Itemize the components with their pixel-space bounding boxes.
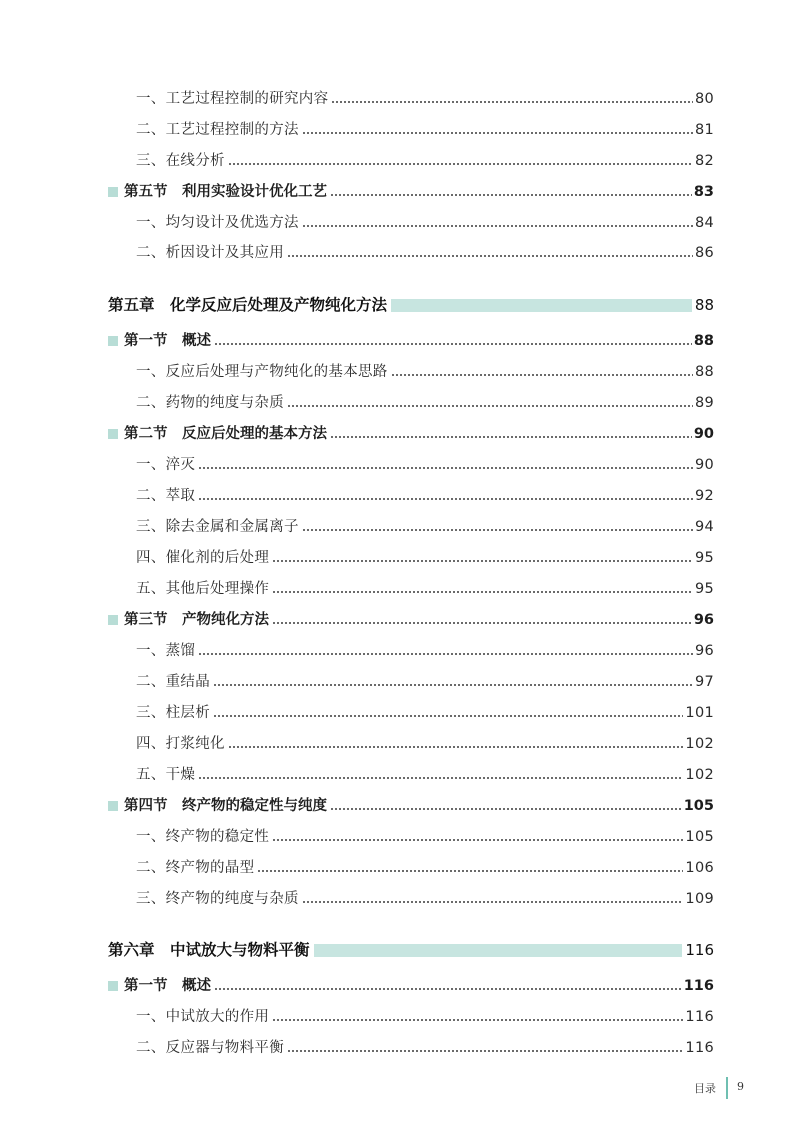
toc-item-label: 四、催化剂的后处理 [136,550,270,566]
toc-section[interactable] [108,180,714,204]
toc-item[interactable] [136,241,714,265]
leader-dots [302,225,693,227]
toc-item[interactable] [136,546,714,570]
toc-page-number: 90 [693,426,714,442]
toc-page-number: 88 [694,296,714,314]
toc-item[interactable] [136,1005,714,1029]
chapter-bar [391,299,692,312]
section-marker-icon [108,336,118,346]
toc-page-number: 92 [694,488,714,504]
toc-page-number: 101 [685,705,714,721]
toc-page-number: 102 [685,767,714,783]
leader-dots [228,746,684,748]
leader-dots [214,343,692,345]
chapter-bar [314,944,683,957]
leader-dots [213,684,693,686]
section-marker-icon [108,187,118,197]
section-marker-icon [108,981,118,991]
leader-dots [330,194,692,196]
toc-page-number: 88 [694,364,714,380]
toc-item-label: 二、萃取 [136,488,196,504]
toc-item[interactable] [136,825,714,849]
toc-section-label: 第四节 终产物的稳定性与纯度 [124,798,327,814]
section-marker-icon [108,801,118,811]
toc-item-label: 四、打浆纯化 [136,736,225,752]
toc-section-label: 第五节 利用实验设计优化工艺 [124,184,327,200]
toc-item-label: 二、析因设计及其应用 [136,245,284,261]
toc-item[interactable] [136,887,714,911]
toc-page-number: 84 [694,215,714,231]
toc-page-number: 97 [694,674,714,690]
toc-section-label: 第三节 产物纯化方法 [124,612,269,628]
toc-page-number: 116 [685,941,714,959]
leader-dots [391,374,693,376]
leader-dots [287,255,693,257]
toc-item-label: 一、中试放大的作用 [136,1009,270,1025]
toc-item-label: 一、均匀设计及优选方法 [136,215,299,231]
toc-item[interactable] [136,732,714,756]
leader-dots [272,591,693,593]
toc-page-number: 106 [685,860,714,876]
toc-item-label: 五、干燥 [136,767,196,783]
toc-section-label: 第一节 概述 [124,333,211,349]
toc-item-label: 三、除去金属和金属离子 [136,519,299,535]
leader-dots [272,622,692,624]
toc-section[interactable] [108,329,714,353]
toc-item[interactable] [136,118,714,142]
toc-page-number: 89 [694,395,714,411]
toc-item-label: 一、终产物的稳定性 [136,829,270,845]
leader-dots [272,1019,683,1021]
leader-dots [330,808,682,810]
toc-page-number: 90 [694,457,714,473]
toc-page-number: 88 [693,333,714,349]
leader-dots [198,777,683,779]
toc-item-label: 二、药物的纯度与杂质 [136,395,284,411]
toc-item-label: 三、在线分析 [136,153,225,169]
leader-dots [198,498,693,500]
leader-dots [272,560,693,562]
toc-item[interactable] [136,360,714,384]
toc-item[interactable] [136,577,714,601]
toc-item-label: 一、反应后处理与产物纯化的基本思路 [136,364,388,380]
leader-dots [331,101,693,103]
toc-page-number: 86 [694,245,714,261]
toc-section[interactable] [108,608,714,632]
toc-page-number: 95 [694,550,714,566]
toc-item-label: 五、其他后处理操作 [136,581,270,597]
leader-dots [228,163,693,165]
toc-page-number: 80 [694,91,714,107]
leader-dots [257,870,683,872]
leader-dots [302,901,684,903]
footer-page-number: 9 [737,1080,744,1093]
leader-dots [213,715,683,717]
toc-item[interactable] [136,211,714,235]
toc-item[interactable] [136,149,714,173]
toc-section[interactable] [108,422,714,446]
leader-dots [198,467,693,469]
toc-item[interactable] [136,87,714,111]
toc-section-label: 第二节 反应后处理的基本方法 [124,426,327,442]
toc-item[interactable] [136,391,714,415]
toc-page-number: 82 [694,153,714,169]
toc-page-number: 94 [694,519,714,535]
toc-page-number: 105 [683,798,714,814]
toc-page-number: 116 [685,1009,714,1025]
toc-chapter[interactable] [108,292,714,318]
toc-chapter-label: 第五章 化学反应后处理及产物纯化方法 [108,296,388,314]
toc-item[interactable] [136,515,714,539]
toc-page-number: 83 [693,184,714,200]
footer-label: 目录 [694,1082,716,1095]
toc-page-number: 81 [694,122,714,138]
toc-page-number: 105 [685,829,714,845]
section-marker-icon [108,429,118,439]
toc-section[interactable] [108,794,714,818]
toc-item-label: 一、工艺过程控制的研究内容 [136,91,329,107]
toc-item[interactable] [136,701,714,725]
leader-dots [198,653,693,655]
toc-item[interactable] [136,639,714,663]
toc-item[interactable] [136,763,714,787]
toc-page-number: 96 [693,612,714,628]
toc-item-label: 二、终产物的晶型 [136,860,255,876]
toc-item-label: 一、蒸馏 [136,643,196,659]
toc-item-label: 二、反应器与物料平衡 [136,1040,284,1056]
leader-dots [287,405,693,407]
toc-item-label: 二、工艺过程控制的方法 [136,122,299,138]
toc-item-label: 一、淬灭 [136,457,196,473]
toc-page-number: 102 [685,736,714,752]
toc-item[interactable] [136,670,714,694]
toc-item[interactable] [136,453,714,477]
toc-page-number: 109 [685,891,714,907]
leader-dots [330,436,692,438]
toc-item-label: 二、重结晶 [136,674,210,690]
leader-dots [302,529,693,531]
toc-item-label: 三、柱层析 [136,705,210,721]
section-marker-icon [108,615,118,625]
toc-chapter-label: 第六章 中试放大与物料平衡 [108,941,310,959]
footer-divider [726,1077,728,1099]
toc-item[interactable] [136,1036,714,1060]
toc-item-label: 三、终产物的纯度与杂质 [136,891,299,907]
toc-section[interactable] [108,974,714,998]
toc-page-number: 96 [694,643,714,659]
toc-item[interactable] [136,856,714,880]
leader-dots [272,839,683,841]
toc-page-number: 95 [694,581,714,597]
leader-dots [287,1050,683,1052]
leader-dots [214,988,682,990]
toc-page-number: 116 [683,978,714,994]
toc-section-label: 第一节 概述 [124,978,211,994]
toc-item[interactable] [136,484,714,508]
toc-chapter[interactable] [108,937,714,963]
leader-dots [302,132,693,134]
toc-page-number: 116 [685,1040,714,1056]
